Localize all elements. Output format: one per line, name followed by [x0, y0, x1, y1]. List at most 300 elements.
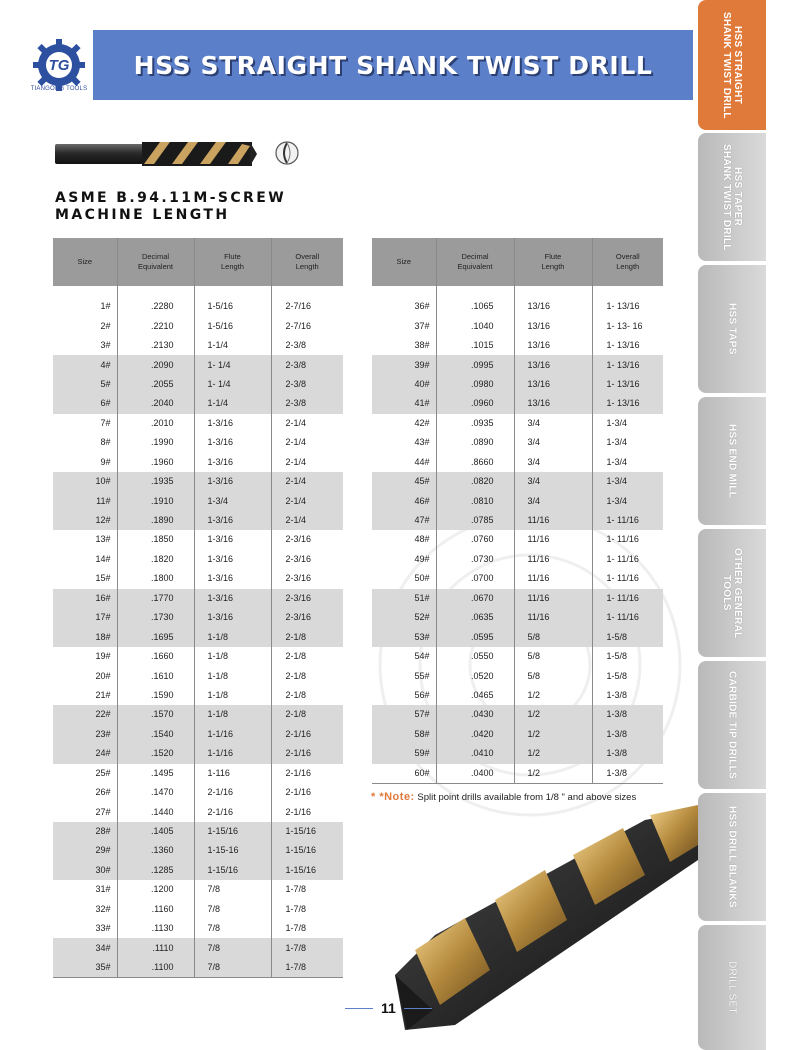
cell-flute-length: 3/4 [514, 453, 592, 472]
cell-size: 52# [372, 608, 436, 627]
table-row [53, 530, 343, 549]
cell-flute-length: 2-1/16 [194, 802, 271, 821]
table-row [372, 355, 663, 374]
cell-flute-length: 1- 1/4 [194, 375, 271, 394]
cell-decimal: .2040 [117, 394, 194, 413]
cell-overall-length: 1-7/8 [271, 958, 343, 978]
cell-size: 46# [372, 491, 436, 510]
spacer-cell [372, 286, 436, 297]
cell-flute-length: 1/2 [514, 705, 592, 724]
cell-size: 31# [95, 884, 111, 895]
cell-flute-length: 1-1/16 [194, 744, 271, 763]
cell-size: 40# [372, 375, 436, 394]
cell-decimal: .1850 [117, 530, 194, 549]
tab-label: HSS TAPS [726, 303, 738, 355]
cell-size: 37# [414, 320, 430, 331]
tab-label: SHANK TWIST DRILL [721, 143, 732, 251]
cell-size: 58# [372, 725, 436, 744]
cell-flute-length: 1-1/16 [194, 725, 271, 744]
cell-flute-length: 7/8 [194, 900, 271, 919]
cell-decimal: .0400 [436, 764, 514, 784]
table-row [53, 491, 343, 510]
cell-flute-length: 1-3/16 [194, 530, 271, 549]
header-text: Length [541, 262, 565, 271]
cell-size: 48# [414, 534, 430, 545]
cell-flute-length: 1-15/16 [194, 861, 271, 880]
table-header-row [372, 238, 663, 286]
cell-overall-length: 2-1/4 [271, 433, 343, 452]
cell-size: 50# [414, 573, 430, 584]
table-row [372, 666, 663, 685]
table-row [53, 627, 343, 646]
cell-overall-length: 2-1/8 [271, 666, 343, 685]
cell-overall-length: 1- 11/16 [592, 608, 663, 627]
cell-decimal: .0670 [436, 589, 514, 608]
cell-decimal: .0420 [436, 725, 514, 744]
col-header-decimal [117, 238, 194, 286]
table-body [372, 286, 663, 783]
cell-size: 21# [95, 689, 111, 700]
cell-size: 55# [414, 670, 430, 681]
cell-decimal: .1730 [117, 608, 194, 627]
table-row [372, 608, 663, 627]
cell-decimal: .1040 [436, 316, 514, 335]
cell-size: 13# [95, 534, 111, 545]
cell-decimal: .2010 [117, 414, 194, 433]
cell-size: 51# [372, 589, 436, 608]
cell-overall-length: 1-3/8 [592, 705, 663, 724]
header-text: Length [221, 262, 244, 271]
cell-size: 39# [372, 355, 436, 374]
cell-size: 30# [53, 861, 117, 880]
cell-flute-length: 1/2 [514, 764, 592, 784]
cell-overall-length: 2-1/4 [271, 414, 343, 433]
tab-label: TOOLS [721, 575, 732, 611]
table-row [53, 802, 343, 821]
cell-flute-length: 1-3/16 [194, 414, 271, 433]
cell-size: 32# [95, 903, 111, 914]
cell-overall-length: 2-7/16 [271, 297, 343, 316]
table-row [372, 316, 663, 335]
cell-size: 53# [372, 627, 436, 646]
cell-size: 26# [95, 787, 111, 798]
cell-overall-length: 2-1/16 [271, 783, 343, 802]
col-header-size [372, 238, 436, 286]
table-body [53, 286, 343, 977]
cell-size: 18# [53, 627, 117, 646]
cell-flute-length: 5/8 [514, 647, 592, 666]
cell-decimal: .0410 [436, 744, 514, 763]
tab-hss-end-mill[interactable] [698, 397, 766, 525]
cell-size: 10# [53, 472, 117, 491]
table-row [372, 394, 663, 413]
cell-overall-length: 2-3/8 [271, 336, 343, 355]
table-row [53, 705, 343, 724]
drill-size-table-right [372, 238, 663, 784]
table-row [53, 608, 343, 627]
cell-overall-length: 2-3/16 [271, 530, 343, 549]
table-spacer-row [53, 286, 343, 297]
header-text: Size [396, 257, 412, 266]
cell-decimal: .1360 [117, 841, 194, 860]
tab-label: DRILL SET [726, 961, 738, 1014]
cell-overall-length: 2-3/16 [271, 550, 343, 569]
logo-caption: TIANGONG TOOLS [30, 86, 88, 92]
cell-overall-length: 1-7/8 [271, 880, 343, 899]
cell-size: 47# [372, 511, 436, 530]
cell-decimal: .0935 [436, 414, 514, 433]
cell-decimal: .0960 [436, 394, 514, 413]
tab-label: HSS DRILL BLANKS [726, 806, 738, 908]
table-row [53, 414, 343, 433]
table-row [53, 919, 343, 938]
table-row [372, 744, 663, 763]
large-drill-image [395, 800, 698, 1030]
cell-size: 22# [53, 705, 117, 724]
table-row [372, 686, 663, 705]
tab-carbide-tip-drills[interactable] [698, 661, 766, 789]
table-row [53, 316, 343, 335]
cell-decimal: .0760 [436, 530, 514, 549]
table-row [53, 550, 343, 569]
cell-size: 19# [95, 651, 111, 662]
cell-size: 41# [372, 394, 436, 413]
cell-decimal: .1570 [117, 705, 194, 724]
cell-size: 9# [100, 456, 111, 467]
cell-size: 8# [100, 437, 111, 448]
cell-overall-length: 2-1/4 [271, 491, 343, 510]
table-row [53, 433, 343, 452]
cell-decimal: .1540 [117, 725, 194, 744]
table-row [372, 472, 663, 491]
header-text: Flute [224, 252, 241, 261]
cell-decimal: .2130 [117, 336, 194, 355]
cell-decimal: .0890 [436, 433, 514, 452]
cell-flute-length: 5/8 [514, 666, 592, 685]
cell-size: 17# [53, 608, 117, 627]
tab-hss-taps[interactable] [698, 265, 766, 393]
table-row [372, 375, 663, 394]
cell-decimal: .0820 [436, 472, 514, 491]
table-row [372, 530, 663, 549]
tab-label: SHANK TWIST DRILL [721, 11, 732, 119]
cell-overall-length: 2-1/4 [271, 453, 343, 472]
cell-decimal: .1935 [117, 472, 194, 491]
header-text: Decimal [141, 252, 170, 261]
cell-decimal: .1200 [117, 880, 194, 899]
cell-decimal: .2090 [117, 355, 194, 374]
cell-size: 38# [414, 340, 430, 351]
cell-decimal: .2055 [117, 375, 194, 394]
cell-overall-length: 1-3/8 [592, 725, 663, 744]
section-title-line: ASME B.94.11M-SCREW [55, 190, 287, 206]
cell-overall-length: 2-1/8 [271, 686, 343, 705]
cell-size: 6# [53, 394, 117, 413]
cell-size: 57# [372, 705, 436, 724]
cell-overall-length: 1-3/4 [592, 414, 663, 433]
cell-decimal: .0465 [436, 686, 514, 705]
cell-overall-length: 1-5/8 [592, 666, 663, 685]
cell-overall-length: 1-15/16 [271, 861, 343, 880]
table-row [53, 589, 343, 608]
table-row [53, 355, 343, 374]
cell-flute-length: 1/2 [514, 686, 592, 705]
table-row [53, 880, 343, 899]
spacer-cell [117, 286, 194, 297]
cell-overall-length: 2-1/16 [271, 744, 343, 763]
cell-flute-length: 7/8 [194, 938, 271, 957]
table-row [53, 861, 343, 880]
cell-flute-length: 1-1/8 [194, 647, 271, 666]
cell-flute-length: 13/16 [514, 355, 592, 374]
cell-overall-length: 2-3/16 [271, 608, 343, 627]
cell-size: 12# [53, 511, 117, 530]
cell-size: 3# [100, 340, 111, 351]
footer-rule [404, 1008, 432, 1009]
header-text: Decimal [461, 252, 489, 261]
page-title: HSS STRAIGHT SHANK TWIST DRILL [133, 50, 653, 80]
table-row [372, 550, 663, 569]
table-row [372, 433, 663, 452]
cell-flute-length: 11/16 [514, 530, 592, 549]
col-header-flute [514, 238, 592, 286]
tab-label: HSS END MILL [726, 423, 738, 499]
cell-size: 15# [95, 573, 111, 584]
cell-decimal: .0785 [436, 511, 514, 530]
cell-overall-length: 1- 11/16 [592, 530, 663, 549]
col-header-overall [271, 238, 343, 286]
table-row [53, 336, 343, 355]
cell-size: 4# [53, 355, 117, 374]
cell-decimal: .1800 [117, 569, 194, 588]
title-banner [93, 30, 693, 100]
cell-size: 34# [53, 938, 117, 957]
cell-overall-length: 1- 13/16 [592, 375, 663, 394]
table-row [372, 764, 663, 784]
page-footer [345, 1000, 432, 1016]
table-row [372, 647, 663, 666]
drill-size-table-left [53, 238, 343, 978]
table-row [53, 375, 343, 394]
cell-overall-length: 1-3/4 [592, 472, 663, 491]
cell-overall-length: 1- 11/16 [592, 589, 663, 608]
cell-flute-length: 1-3/16 [194, 589, 271, 608]
cell-decimal: .0430 [436, 705, 514, 724]
table-row [53, 511, 343, 530]
table-row [372, 491, 663, 510]
cell-decimal: .0810 [436, 491, 514, 510]
table-row [372, 297, 663, 316]
tab-label: CARBIDE TIP DRILLS [726, 671, 738, 779]
section-title-line: MACHINE LENGTH [55, 207, 230, 223]
cell-flute-length: 1/2 [514, 725, 592, 744]
cell-size: 35# [53, 958, 117, 978]
tab-label: HSS TAPER [732, 167, 743, 227]
cell-flute-length: 1-3/16 [194, 608, 271, 627]
spacer-cell [436, 286, 514, 297]
table-row [53, 938, 343, 957]
cell-overall-length: 1- 13/16 [592, 355, 663, 374]
cell-size: 49# [414, 553, 430, 564]
table-row [53, 822, 343, 841]
cell-flute-length: 7/8 [194, 880, 271, 899]
header-text: Size [77, 257, 93, 266]
cell-decimal: .8660 [436, 453, 514, 472]
cell-decimal: .1520 [117, 744, 194, 763]
cell-overall-length: 2-3/8 [271, 394, 343, 413]
cell-overall-length: 2-1/8 [271, 647, 343, 666]
tab-hss-straight-shank[interactable] [698, 0, 766, 130]
cell-overall-length: 2-1/16 [271, 725, 343, 744]
table-row [53, 841, 343, 860]
cell-overall-length: 1- 11/16 [592, 511, 663, 530]
table-row [53, 666, 343, 685]
table-row [53, 686, 343, 705]
cell-size: 11# [53, 491, 117, 510]
table-row [372, 569, 663, 588]
table-row [53, 647, 343, 666]
footer-rule [345, 1008, 373, 1009]
table-header-row [53, 238, 343, 286]
cell-flute-length: 1-116 [194, 764, 271, 783]
cell-flute-length: 1-1/8 [194, 666, 271, 685]
svg-text:TG: TG [48, 57, 70, 74]
tab-label: OTHER GENERAL [732, 547, 743, 639]
tab-other-general-tools[interactable] [698, 529, 766, 657]
cell-size: 24# [53, 744, 117, 763]
cell-overall-length: 2-1/16 [271, 802, 343, 821]
cell-decimal: .1960 [117, 453, 194, 472]
cell-decimal: .0995 [436, 355, 514, 374]
cell-flute-length: 1-5/16 [194, 316, 271, 335]
cell-decimal: .1495 [117, 764, 194, 783]
header-text: Length [616, 262, 640, 271]
cell-size: 28# [53, 822, 117, 841]
drill-product-image [52, 132, 257, 176]
cell-flute-length: 1-3/16 [194, 550, 271, 569]
section-title [55, 190, 286, 224]
cell-flute-length: 11/16 [514, 608, 592, 627]
cell-size: 36# [414, 301, 430, 312]
cell-size: 1# [100, 301, 111, 312]
cell-flute-length: 11/16 [514, 569, 592, 588]
cell-size: 5# [53, 375, 117, 394]
cell-flute-length: 1-15/16 [194, 822, 271, 841]
cell-flute-length: 1-3/16 [194, 453, 271, 472]
table-row [372, 453, 663, 472]
cell-flute-length: 3/4 [514, 433, 592, 452]
cell-decimal: .1660 [117, 647, 194, 666]
cell-decimal: .0730 [436, 550, 514, 569]
spacer-cell [271, 286, 343, 297]
cell-size: 25# [95, 767, 111, 778]
cell-size: 45# [372, 472, 436, 491]
cell-decimal: .2280 [117, 297, 194, 316]
drill-tip-cross-section-icon [274, 140, 300, 166]
cell-decimal: .1065 [436, 297, 514, 316]
category-tabs [698, 0, 810, 1050]
cell-overall-length: 1-3/8 [592, 764, 663, 784]
cell-overall-length: 1-7/8 [271, 938, 343, 957]
cell-flute-length: 5/8 [514, 627, 592, 646]
cell-flute-length: 11/16 [514, 511, 592, 530]
col-header-overall [592, 238, 663, 286]
cell-overall-length: 2-3/16 [271, 589, 343, 608]
cell-overall-length: 1-7/8 [271, 919, 343, 938]
col-header-flute [194, 238, 271, 286]
table-row [372, 414, 663, 433]
cell-overall-length: 1- 11/16 [592, 569, 663, 588]
cell-overall-length: 1-5/8 [592, 627, 663, 646]
cell-flute-length: 3/4 [514, 414, 592, 433]
cell-flute-length: 1-3/16 [194, 472, 271, 491]
cell-decimal: .0700 [436, 569, 514, 588]
cell-flute-length: 13/16 [514, 336, 592, 355]
header-text: Equivalent [457, 262, 493, 271]
header-text: Overall [615, 252, 640, 261]
spacer-cell [53, 286, 117, 297]
cell-flute-length: 1-1/4 [194, 336, 271, 355]
cell-decimal: .1100 [117, 958, 194, 978]
note-text: Split point drills available from 1/8 " and above sizes [417, 792, 637, 803]
cell-decimal: .1015 [436, 336, 514, 355]
cell-flute-length: 11/16 [514, 589, 592, 608]
tab-drill-set[interactable] [698, 925, 766, 1050]
cell-flute-length: 13/16 [514, 297, 592, 316]
cell-flute-length: 1-1/8 [194, 705, 271, 724]
cell-flute-length: 1-5/16 [194, 297, 271, 316]
cell-overall-length: 1- 13/16 [592, 297, 663, 316]
header-text: Equivalent [137, 262, 174, 271]
page-number: 11 [381, 1000, 396, 1016]
tab-hss-drill-blanks[interactable] [698, 793, 766, 921]
cell-overall-length: 2-7/16 [271, 316, 343, 335]
table-row [372, 725, 663, 744]
cell-decimal: .1770 [117, 589, 194, 608]
cell-flute-length: 1- 1/4 [194, 355, 271, 374]
cell-overall-length: 1- 13/16 [592, 336, 663, 355]
cell-size: 7# [100, 417, 111, 428]
cell-flute-length: 1/2 [514, 744, 592, 763]
cell-size: 59# [372, 744, 436, 763]
cell-overall-length: 1-3/4 [592, 433, 663, 452]
tab-hss-taper-shank[interactable] [698, 133, 766, 261]
cell-decimal: .1110 [117, 938, 194, 957]
cell-size: 56# [414, 689, 430, 700]
table-row [53, 394, 343, 413]
cell-decimal: .1890 [117, 511, 194, 530]
cell-decimal: .1820 [117, 550, 194, 569]
cell-size: 2# [100, 320, 111, 331]
table-row [372, 705, 663, 724]
table-row [372, 627, 663, 646]
table-row [53, 569, 343, 588]
table-row [53, 297, 343, 316]
cell-flute-length: 1-3/16 [194, 433, 271, 452]
cell-overall-length: 1-15/16 [271, 841, 343, 860]
cell-overall-length: 2-3/16 [271, 569, 343, 588]
cell-flute-length: 13/16 [514, 316, 592, 335]
cell-size: 27# [95, 806, 111, 817]
cell-decimal: .1405 [117, 822, 194, 841]
table-row [53, 958, 343, 978]
cell-flute-length: 7/8 [194, 958, 271, 978]
cell-size: 16# [53, 589, 117, 608]
cell-overall-length: 1-3/4 [592, 491, 663, 510]
cell-flute-length: 1-3/16 [194, 511, 271, 530]
cell-flute-length: 1-1/4 [194, 394, 271, 413]
cell-flute-length: 3/4 [514, 472, 592, 491]
